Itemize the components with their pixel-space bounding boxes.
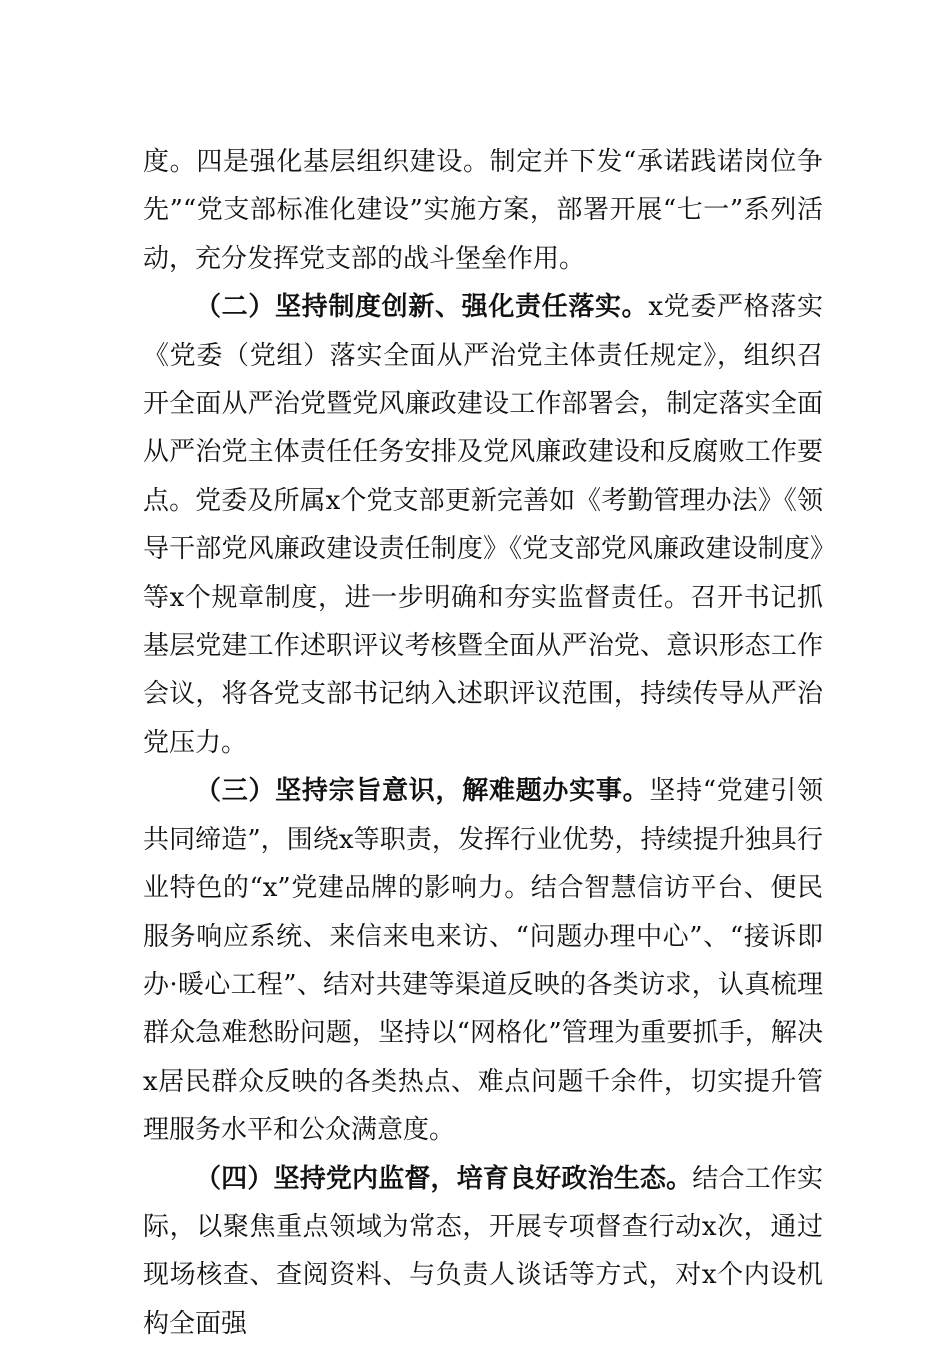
paragraph-3-text: 坚持“党建引领共同缔造”，围绕x等职责，发挥行业优势，持续提升独具行业特色的“x”党建品牌的影响力。结合智慧信访平台、便民服务响应系统、来信来电来访、“问题办理中心”、“接诉即办·暖心工程”、结对共建等渠道反映的各类访求，认真梳理群众急难愁盼问题，坚持以“网格化”管理为重要抓手，解决x居民群众反映的各类热点、难点问题千余件，切实提升管理服务水平和公众满意度。 (143, 776, 823, 1146)
paragraph-2-text: x党委严格落实《党委（党组）落实全面从严治党主体责任规定》，组织召开全面从严治党暨党风廉政建设工作部署会，制定落实全面从严治党主体责任任务安排及党风廉政建设和反腐败工作要点。党委及所属x个党支部更新完善如《考勤管理办法》《领导干部党风廉政建设责任制度》《党支部党风廉政建设制度》等x个规章制度，进一步明确和夯实监督责任。召开书记抓基层党建工作述职评议考核暨全面从严治党、意识形态工作会议，将各党支部书记纳入述职评议范围，持续传导从严治党压力。 (143, 292, 823, 758)
paragraph-2 (143, 283, 823, 767)
paragraph-4-text: 结合工作实际，以聚焦重点领域为常态，开展专项督查行动x次，通过现场核查、查阅资料、与负责人谈话等方式，对x个内设机构全面强 (143, 1163, 823, 1339)
paragraph-1-text: 度。四是强化基层组织建设。制定并下发“承诺践诺岗位争先”“党支部标准化建设”实施方案，部署开展“七一”系列活动，充分发挥党支部的战斗堡垒作用。 (143, 147, 823, 274)
paragraph-4 (143, 1155, 823, 1348)
paragraph-4-heading: （四）坚持党内监督，培育良好政治生态。 (195, 1163, 693, 1194)
document-body (143, 138, 823, 1348)
paragraph-3 (143, 767, 823, 1154)
paragraph-2-heading: （二）坚持制度创新、强化责任落实。 (195, 292, 649, 323)
paragraph-3-heading: （三）坚持宗旨意识，解难题办实事。 (195, 776, 650, 807)
paragraph-1 (143, 138, 823, 283)
